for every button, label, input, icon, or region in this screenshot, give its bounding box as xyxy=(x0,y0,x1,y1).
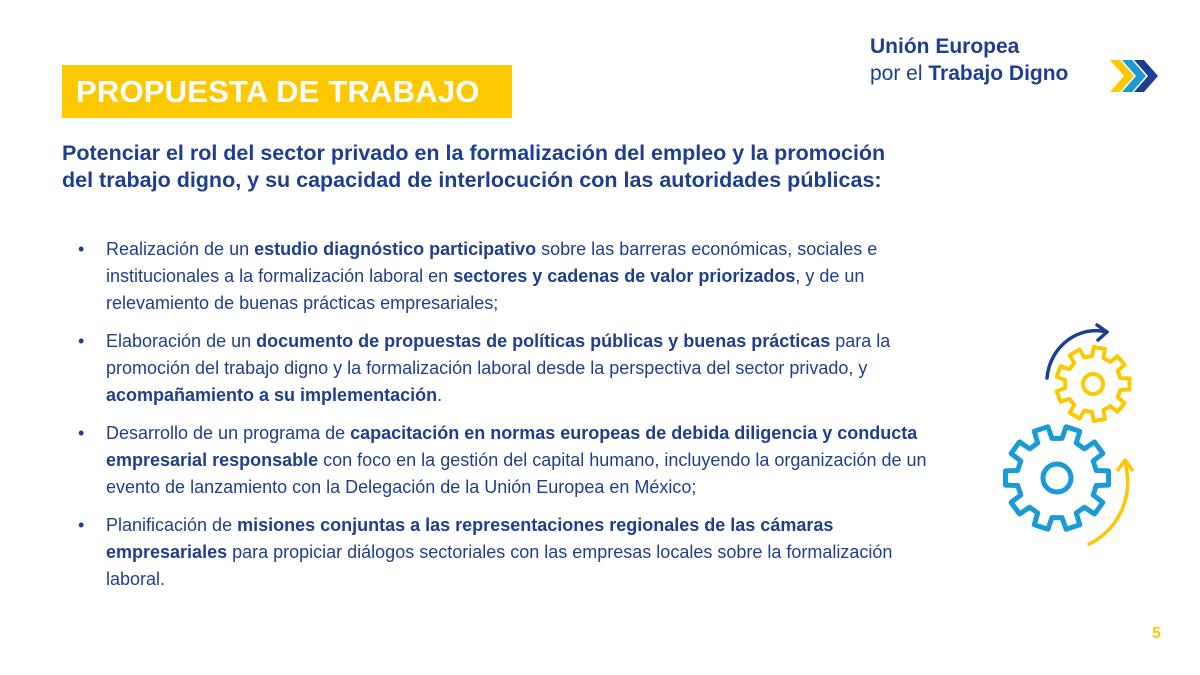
bullet-item xyxy=(62,236,942,317)
bullet-item xyxy=(62,328,942,409)
bullet-emphasis: misiones conjuntas a las representaciones regionales de las cámaras empresariales xyxy=(106,515,834,562)
eu-logo xyxy=(870,35,1170,95)
bullet-text: para propiciar diálogos sectoriales con las empresas locales sobre la formalización laboral. xyxy=(106,542,893,589)
bullet-emphasis: acompañamiento a su implementación xyxy=(106,385,438,405)
bullet-text: Planificación de xyxy=(106,515,238,535)
slide-title: PROPUESTA DE TRABAJO xyxy=(76,73,480,109)
logo-line2 xyxy=(870,62,1068,86)
bullet-item xyxy=(62,420,942,501)
gear-large-icon xyxy=(1006,427,1109,529)
bullet-text: sobre las barreras económicas, sociales e institucionales a la formalización laboral en xyxy=(106,239,878,286)
logo-line1: Unión Europea xyxy=(870,35,1020,58)
bullet-emphasis: documento de propuestas de políticas públicas y buenas prácticas xyxy=(256,331,831,351)
logo-line2-regular: por el xyxy=(870,62,929,85)
bullet-item xyxy=(62,512,942,593)
bullet-text: para la promoción del trabajo digno y la formalización laboral desde la perspectiva del sector privado, y xyxy=(106,331,891,378)
page-number: 5 xyxy=(1152,625,1161,642)
gears-illustration xyxy=(995,320,1145,550)
bullet-text: Realización de un xyxy=(106,239,255,259)
bullet-emphasis: estudio diagnóstico participativo xyxy=(254,239,537,259)
bullet-text: , y de un relevamiento de buenas prácticas empresariales; xyxy=(106,266,865,313)
slide-title-banner xyxy=(62,65,512,118)
bullet-emphasis: capacitación en normas europeas de debida diligencia y conducta empresarial responsable xyxy=(106,423,918,470)
bullet-emphasis: sectores y cadenas de valor priorizados xyxy=(453,266,796,286)
bullet-text: . xyxy=(437,385,443,405)
section-heading: Potenciar el rol del sector privado en la formalización del empleo y la promoción del trabajo digno, y su capacidad de interlocución con las autoridades públicas: xyxy=(62,141,886,192)
bullet-text: Elaboración de un xyxy=(106,331,257,351)
bullet-text: Desarrollo de un programa de xyxy=(106,423,351,443)
bullet-list xyxy=(62,236,942,604)
gear-small-icon xyxy=(1057,347,1130,421)
logo-line2-bold: Trabajo Digno xyxy=(928,62,1069,85)
bullet-text: con foco en la gestión del capital humano, incluyendo la organización de un evento de lanzamiento con la Delegación de la Unión Europea en México; xyxy=(106,450,927,497)
chevrons-icon xyxy=(1110,58,1170,94)
